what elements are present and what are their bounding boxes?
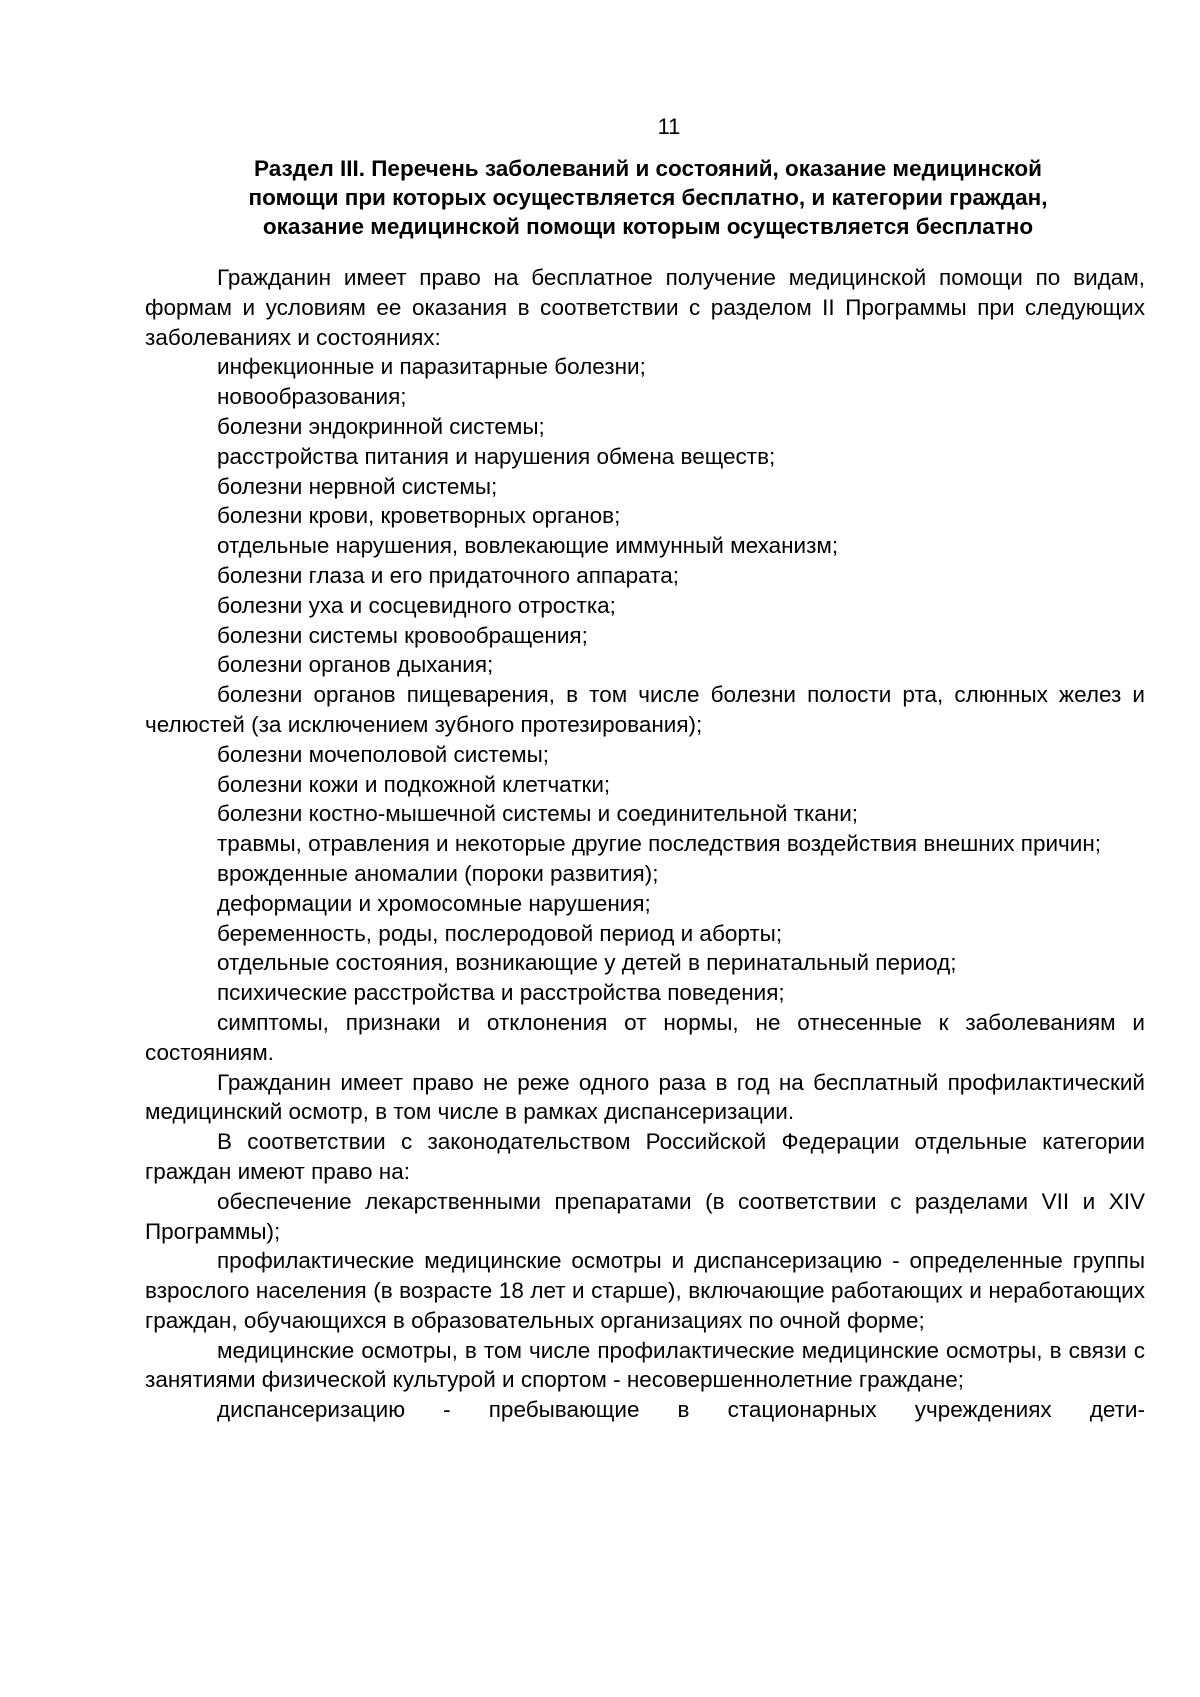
list-item: болезни крови, кроветворных органов; [217,503,621,529]
list-item: психические расстройства и расстройства поведения; [217,980,785,1006]
list-item: болезни мочеполовой системы; [217,741,549,767]
list-item: медицинские осмотры, в том числе профилактические медицинские осмотры, в связи с занятиями физической культурой и спортом - несовершеннолетние граждане; [145,1337,1145,1393]
heading-line: оказание медицинской помощи которым осуществляется бесплатно [262,214,1034,239]
list-item: болезни органов пищеварения, в том числе болезни полости рта, слюнных желез и челюстей (за исключением зубного протезирования); [145,682,1145,737]
list-item: болезни уха и сосцевидного отростка; [217,592,616,618]
document-page [145,112,1145,1425]
heading-line: Раздел III. Перечень заболеваний и состояний, оказание медицинской [253,156,1043,181]
page-number: 11 [657,114,681,139]
list-item: обеспечение лекарственными препаратами (в соответствии с разделами VII и XIV Программы); [145,1188,1145,1244]
list-item: симптомы, признаки и отклонения от нормы, не отнесенные к заболеваниям и состояниям. [145,1009,1145,1065]
list-item: болезни эндокринной системы; [217,413,545,439]
list-item: болезни кожи и подкожной клетчатки; [217,771,611,797]
list-item: диспансеризацию - пребывающие в стационарных учреждениях дети- [217,1397,1145,1423]
paragraph: Гражданин имеет право не реже одного раза в год на бесплатный профилактический медицинский осмотр, в том числе в рамках диспансеризации. [145,1069,1145,1125]
list-item: инфекционные и паразитарные болезни; [217,354,646,380]
list-item: новообразования; [217,384,407,410]
list-item: врожденные аномалии (пороки развития); [217,860,659,886]
list-item: расстройства питания и нарушения обмена веществ; [217,443,776,469]
list-item: болезни органов дыхания; [217,652,494,678]
list-item: болезни костно-мышечной системы и соединительной ткани; [217,801,859,827]
list-item: травмы, отравления и некоторые другие последствия воздействия внешних причин; [217,831,1102,857]
list-item: отдельные состояния, возникающие у детей в перинатальный период; [217,950,957,976]
paragraph: В соответствии с законодательством Российской Федерации отдельные категории граждан имеют право на: [145,1129,1145,1184]
body-text [145,263,1145,1425]
list-item: беременность, роды, послеродовой период и аборты; [217,920,783,946]
list-item: деформации и хромосомные нарушения; [217,890,651,916]
list-item: профилактические медицинские осмотры и диспансеризацию - определенные группы взрослого населения (в возрасте 18 лет и старше), включающие работающих и неработающих граждан, обучающихся в образовательных организациях по очной форме; [145,1248,1145,1333]
list-item: болезни нервной системы; [217,473,498,499]
section-heading [145,154,1145,241]
heading-line: помощи при которых осуществляется бесплатно, и категории граждан, [248,185,1048,210]
list-item: болезни глаза и его придаточного аппарата; [217,562,679,588]
list-item: отдельные нарушения, вовлекающие иммунный механизм; [217,533,839,559]
list-item: болезни системы кровообращения; [217,622,588,648]
paragraph: Гражданин имеет право на бесплатное получение медицинской помощи по видам, формам и условиям ее оказания в соответствии с разделом II Программы при следующих заболеваниях и состояниях: [145,265,1145,350]
